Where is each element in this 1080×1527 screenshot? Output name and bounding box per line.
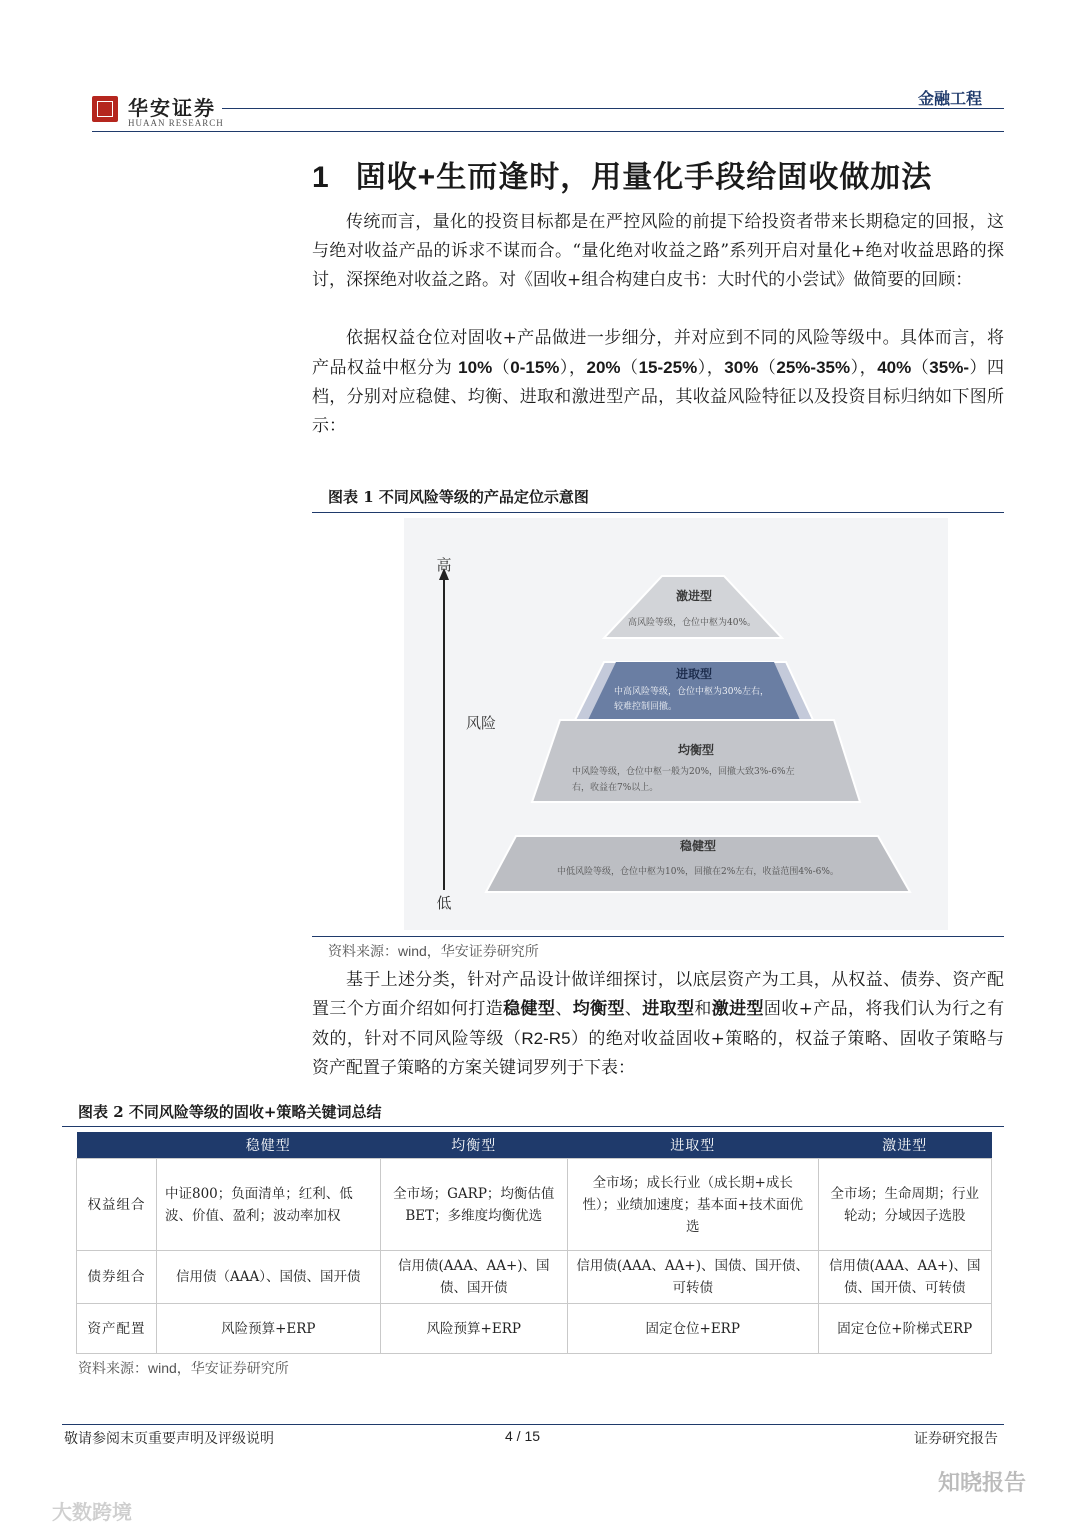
table-row bbox=[77, 1304, 992, 1354]
footer-report-type: 证券研究报告 bbox=[914, 1431, 998, 1447]
table-cell: 中证800；负面清单；红利、低波、价值、盈利；波动率加权 bbox=[157, 1159, 381, 1251]
tier-balanced-desc1: 中风险等级，仓位中枢一般为20%，回撤大致3%-6%左 bbox=[572, 767, 795, 777]
axis-risk-label: 风险 bbox=[466, 714, 497, 732]
risk-pyramid-diagram bbox=[404, 518, 948, 930]
table-cell: 全市场；GARP；均衡估值BET；多维度均衡优选 bbox=[380, 1159, 567, 1251]
table-cell: 信用债(AAA、AA+)、国债、国开债、可转债 bbox=[818, 1251, 991, 1304]
row-label: 债券组合 bbox=[77, 1251, 157, 1304]
watermark-right: 知晓报告 bbox=[938, 1470, 1027, 1496]
table-cell: 全市场；成长行业（成长期+成长性）；业绩加速度；基本面+技术面优选 bbox=[567, 1159, 818, 1251]
axis-high-label: 高 bbox=[436, 556, 452, 574]
section-title bbox=[312, 152, 932, 196]
footer-rule bbox=[62, 1424, 1004, 1425]
table-header-cell: 进取型 bbox=[567, 1132, 818, 1159]
logo-text: 华安证券 bbox=[128, 96, 216, 120]
axis-low-label: 低 bbox=[436, 894, 452, 912]
table-row bbox=[77, 1251, 992, 1304]
watermark-left: 大数跨境 bbox=[52, 1500, 132, 1524]
tier-balanced-name: 均衡型 bbox=[677, 743, 715, 757]
tier-enterprising-desc2: 较难控制回撤。 bbox=[614, 702, 678, 712]
tier-aggressive-name: 激进型 bbox=[675, 589, 713, 603]
table-header-row bbox=[77, 1132, 992, 1159]
section-number: 1 bbox=[312, 161, 330, 194]
paragraph-intro: 传统而言，量化的投资目标都是在严控风险的前提下给投资者带来长期稳定的回报，这与绝对收益产品的诉求不谋而合。“量化绝对收益之路”系列开启对量化+绝对收益思路的探讨，深探绝对收益之路。对《固收+组合构建白皮书：大时代的小尝试》做简要的回顾： bbox=[312, 212, 1004, 290]
table-header-cell: 激进型 bbox=[818, 1132, 991, 1159]
figure1-caption: 图表 1 不同风险等级的产品定位示意图 bbox=[328, 488, 589, 506]
table-header-cell: 均衡型 bbox=[380, 1132, 567, 1159]
figure1-source: 资料来源：wind，华安证券研究所 bbox=[328, 943, 539, 960]
table-cell: 信用债（AAA）、国债、国开债 bbox=[157, 1251, 381, 1304]
table-header-cell: 稳健型 bbox=[157, 1132, 381, 1159]
tier-enterprising-desc1: 中高风险等级，仓位中枢为30%左右， bbox=[614, 687, 770, 697]
table-row bbox=[77, 1159, 992, 1251]
table-cell: 全市场；生命周期；行业轮动；分域因子选股 bbox=[818, 1159, 991, 1251]
row-label: 资产配置 bbox=[77, 1304, 157, 1354]
tier-aggressive bbox=[604, 576, 782, 638]
section-title-text: 固收+生而逢时，用量化手段给固收做加法 bbox=[355, 161, 933, 194]
table-cell: 信用债(AAA、AA+)、国债、国开债 bbox=[380, 1251, 567, 1304]
logo-subtext: HUAAN RESEARCH bbox=[128, 118, 224, 128]
tier-enterprising-name: 进取型 bbox=[675, 667, 713, 681]
table2-source: 资料来源：wind，华安证券研究所 bbox=[78, 1360, 289, 1377]
table2-top-rule bbox=[62, 1126, 1004, 1127]
paragraph-strategy: 基于上述分类，针对产品设计做详细探讨，以底层资产为工具，从权益、债券、资产配置三个方面介绍如何打造稳健型、均衡型、进取型和激进型固收+产品，将我们认为行之有效的，针对不同风险等级（R2-R5）的绝对收益固收+策略的，权益子策略、固收子策略与资产配置子策略的方案关键词罗列于下表： bbox=[312, 970, 1005, 1078]
paragraph-classification: 依据权益仓位对固收+产品做进一步细分，并对应到不同的风险等级中。具体而言，将产品权益中枢分为 10%（0-15%），20%（15-25%），30%（25%-35%），40%（35%-）四档，分别对应稳健、均衡、进取和激进型产品，其收益风险特征以及投资目标归纳如下图所示： bbox=[312, 328, 1005, 436]
table-cell: 固定仓位+ERP bbox=[567, 1304, 818, 1354]
table2-caption: 图表 2 不同风险等级的固收+策略关键词总结 bbox=[78, 1103, 382, 1121]
figure1-top-rule bbox=[312, 512, 1004, 513]
header-rule bbox=[222, 108, 1004, 109]
page-number: 4 / 15 bbox=[505, 1428, 541, 1444]
header-rule-lower bbox=[92, 131, 1004, 132]
table-header-blank bbox=[77, 1132, 157, 1159]
table-cell: 风险预算+ERP bbox=[380, 1304, 567, 1354]
table-cell: 风险预算+ERP bbox=[157, 1304, 381, 1354]
strategy-keyword-table bbox=[76, 1132, 992, 1354]
footer-disclaimer: 敬请参阅末页重要声明及评级说明 bbox=[64, 1431, 274, 1447]
report-category: 金融工程 bbox=[917, 89, 982, 108]
table-cell: 固定仓位+阶梯式ERP bbox=[818, 1304, 991, 1354]
figure1-bottom-rule bbox=[312, 936, 1004, 937]
row-label: 权益组合 bbox=[77, 1159, 157, 1251]
table-cell: 信用债(AAA、AA+)、国债、国开债、可转债 bbox=[567, 1251, 818, 1304]
logo-mark bbox=[92, 96, 118, 122]
tier-steady-desc: 中低风险等级，仓位中枢为10%，回撤在2%左右，收益范围4%-6%。 bbox=[557, 867, 839, 877]
tier-aggressive-desc: 高风险等级，仓位中枢为40%。 bbox=[628, 618, 757, 628]
tier-balanced-desc2: 右，收益在7%以上。 bbox=[572, 783, 659, 793]
tier-steady-name: 稳健型 bbox=[679, 839, 717, 853]
